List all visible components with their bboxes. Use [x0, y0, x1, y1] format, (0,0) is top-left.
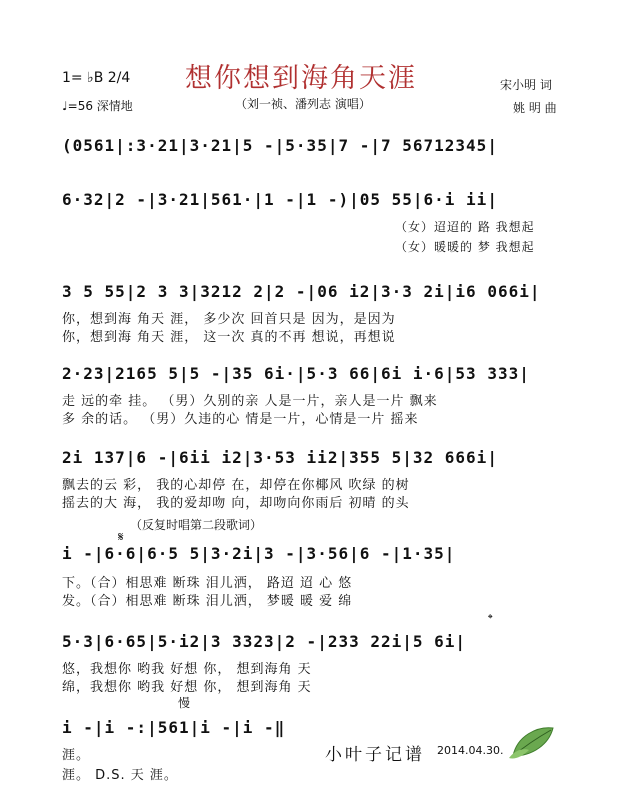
score-line-7-lyrics-2: 绵，我想你 哟我 好想 你， 想到海角 天: [62, 680, 312, 695]
score-line-4-lyrics-2: 多 余的话。 （男）久违的心 情是一片，心情是一片 摇来: [62, 412, 419, 427]
score-line-2-lyrics-2: （女）暖暖的 梦 我想起: [395, 240, 535, 254]
brand-signature: 小叶子记谱: [325, 745, 425, 765]
song-title: 想你想到海角天涯: [185, 63, 417, 94]
score-line-7-notes: 5·3|6·65|5·i2|3 3323|2 -|233 22i|5 6i|: [62, 632, 467, 651]
slow-mark: 慢: [178, 696, 191, 710]
score-line-8-lyrics-1: 涯。: [62, 748, 91, 763]
lyricist: 宋小明 词: [500, 78, 552, 92]
score-line-3-notes: 3 5 55|2 3 3|3212 2|2 -|06 i2|3·3 2i|i6 066i|: [62, 282, 541, 301]
score-line-2-lyrics-1: （女）迢迢的 路 我想起: [395, 220, 535, 234]
score-line-6-lyrics-1: 下。（合）相思难 断珠 泪儿洒， 路迢 迢 心 悠: [62, 576, 353, 591]
composer: 姚 明 曲: [513, 101, 557, 115]
score-line-4-notes: 2·23|2165 5|5 -|35 6i·|5·3 66|6i i·6|53 333|: [62, 364, 530, 383]
score-line-8-notes: i -|i -:|561|i -|i -‖: [62, 718, 286, 737]
score-line-6-lyrics-2: 发。（合）相思难 断珠 泪儿洒， 梦暖 暖 爱 绵: [62, 594, 353, 609]
key-signature: 1= ♭B 2/4: [62, 70, 131, 86]
score-line-6-notes: i -|6·6|6·5 5|3·2i|3 -|3·56|6 -|1·35|: [62, 544, 456, 563]
leaf-icon: [507, 722, 557, 762]
score-line-4-lyrics-1: 走 远的牵 挂。 （男）久别的亲 人是一片，亲人是一片 飘来: [62, 394, 438, 409]
score-line-8-lyrics-2: 涯。 D.S. 天 涯。: [62, 768, 178, 783]
score-line-1-notes: (0561|:3·21|3·21|5 -|5·35|7 -|7 56712345|: [62, 136, 498, 155]
score-line-3-lyrics-2: 你，想到海 角天 涯， 这一次 真的不再 想说，再想说: [62, 330, 396, 345]
repeat-instruction: （反复时唱第二段歌词）: [130, 518, 263, 532]
score-line-5-lyrics-2: 摇去的大 海， 我的爱却吻 向，却吻向你雨后 初晴 的头: [62, 496, 410, 511]
date: 2014.04.30.: [437, 744, 504, 757]
score-line-5-lyrics-1: 飘去的云 彩， 我的心却停 在，却停在你椰风 吹绿 的树: [62, 478, 410, 493]
singers: （刘一祯、潘列志 演唱）: [235, 97, 371, 111]
coda-sign-icon: 𝄌: [488, 612, 493, 627]
tempo-marking: ♩=56 深情地: [62, 99, 133, 113]
score-line-3-lyrics-1: 你，想到海 角天 涯， 多少次 回首只是 因为，是因为: [62, 312, 396, 327]
segno-sign-icon: 𝄋: [118, 530, 124, 545]
score-line-7-lyrics-1: 悠，我想你 哟我 好想 你， 想到海角 天: [62, 662, 312, 677]
score-line-5-notes: 2i 137|6 -|6ii i2|3·53 ii2|355 5|32 666i|: [62, 448, 498, 467]
score-line-2-notes: 6·32|2 -|3·21|561·|1 -|1 -)|05 55|6·i ii|: [62, 190, 498, 209]
